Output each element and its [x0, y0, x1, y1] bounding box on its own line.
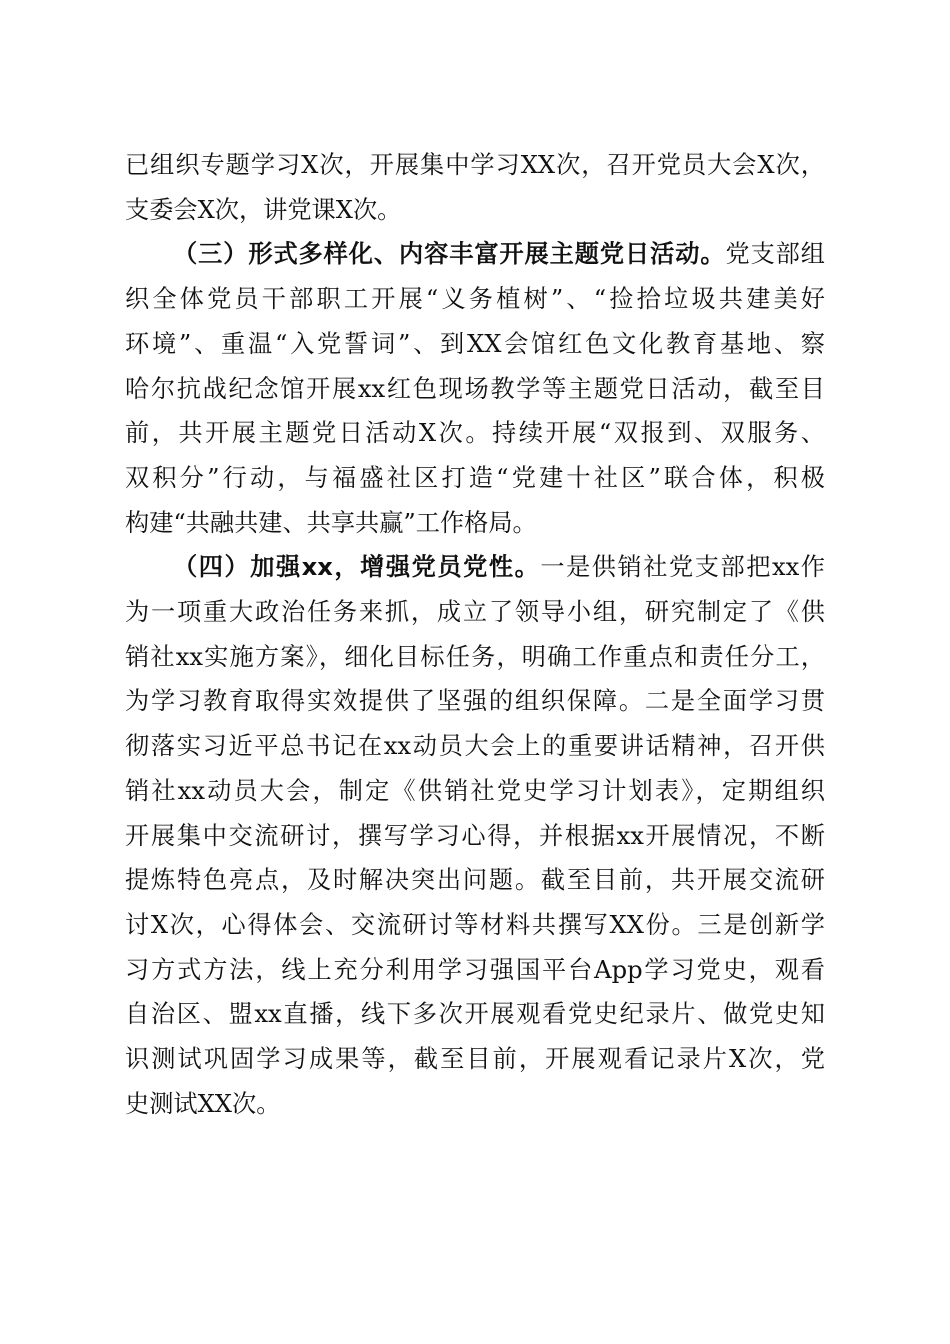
text-line: 识测试巩固学习成果等，截至目前，开展观看记录片X次，党	[125, 1045, 825, 1074]
text-line-with-heading	[125, 545, 825, 590]
text-line: 讨X次，心得体会、交流研讨等材料共撰写XX份。三是创新学	[125, 910, 825, 939]
document-page	[125, 143, 825, 1126]
text-line-part: 一是供销社党支部把xx作	[540, 553, 825, 582]
text-line-part: 党支部组	[725, 240, 825, 269]
section-heading-4: （四）加强xx，增强党员党性。	[173, 553, 541, 582]
text-line: 彻落实习近平总书记在xx动员大会上的重要讲话精神，召开供	[125, 732, 825, 761]
text-line: 为一项重大政治任务来抓，成立了领导小组，研究制定了《供	[125, 598, 825, 627]
text-line: 开展集中交流研讨，撰写学习心得，并根据xx开展情况，不断	[125, 821, 825, 850]
text-line: 哈尔抗战纪念馆开展xx红色现场教学等主题党日活动，截至目	[125, 374, 825, 403]
paragraph-1	[125, 143, 825, 232]
text-line: 为学习教育取得实效提供了坚强的组织保障。二是全面学习贯	[125, 687, 825, 716]
text-line: 织全体党员干部职工开展“义务植树”、“捡拾垃圾共建美好	[125, 285, 825, 314]
text-line: 销社xx动员大会，制定《供销社党史学习计划表》，定期组织	[125, 776, 825, 805]
text-line: 销社xx实施方案》，细化目标任务，明确工作重点和责任分工，	[125, 642, 825, 671]
paragraph-2	[125, 232, 825, 545]
text-line: 习方式方法，线上充分利用学习强国平台App学习党史，观看	[125, 955, 825, 984]
paragraph-3	[125, 545, 825, 1126]
text-line: 自治区、盟xx直播，线下多次开展观看党史纪录片、做党史知	[125, 1000, 825, 1029]
text-line: 构建“共融共建、共享共赢”工作格局。	[125, 508, 537, 537]
section-heading-3: （三）形式多样化、内容丰富开展主题党日活动。	[173, 240, 726, 269]
text-line: 支委会X次，讲党课X次。	[125, 195, 402, 224]
text-line: 史测试XX次。	[125, 1089, 281, 1118]
text-line: 环境”、重温“入党誓词”、到XX会馆红色文化教育基地、察	[125, 329, 825, 358]
text-line-with-heading	[125, 232, 825, 277]
text-line: 提炼特色亮点，及时解决突出问题。截至目前，共开展交流研	[125, 866, 825, 895]
text-line: 前，共开展主题党日活动X次。持续开展“双报到、双服务、	[125, 419, 825, 448]
text-line: 已组织专题学习X次，开展集中学习XX次，召开党员大会X次，	[125, 151, 825, 179]
text-line: 双积分”行动，与福盛社区打造“党建十社区”联合体，积极	[125, 463, 825, 492]
